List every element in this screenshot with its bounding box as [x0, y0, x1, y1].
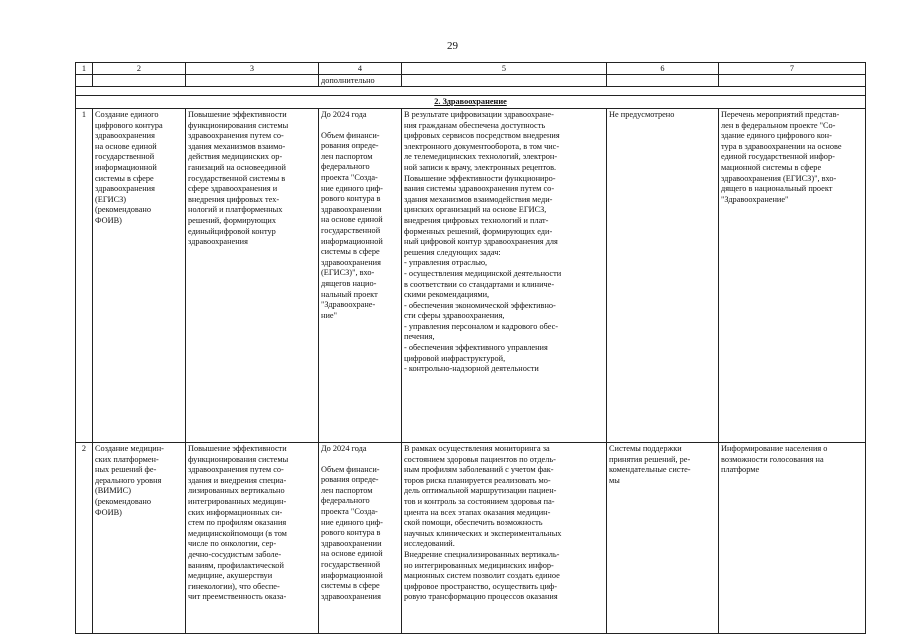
measure-goal: Повышение эффективности функционирования системы здравоохранения путем со- здания механизмов взаимо- действия медицинских ор- ганизаций на основеединой государственной системы в сфере здравоохранения и внедрения цифровых тех- нологий и платформенных решений, формирующих единыйцифровой контур здравоохранения	[188, 110, 289, 247]
column-number: 4	[319, 63, 402, 75]
result-paragraph: В результате цифровизации здравоохране- ния гражданам обеспечена доступность цифровых сервисов посредством внедрения электронного документооборота, в том чис- ле телемедицинских технологий, электрон- ной записи к врачу, электронных рецептов.	[404, 110, 560, 172]
measure-financing: Объем финанси- рования опреде- лен паспортом федерального проекта "Созда- ние единого циф- рового контура в здравоохранении на основе единой государственной информационной системы в сфере здравоохранения (ЕГИСЗ)", вхо- дящегов нацио- нальный проект "Здравоохране- ние"	[321, 130, 383, 320]
measure-financing: Объем финанси- рования опреде- лен паспортом федерального проекта "Созда- ние единого циф- рового контура в здравоохранении на основе единой государственной информационной системы в сфере здравоохранения	[321, 464, 383, 601]
column-number: 2	[93, 63, 186, 75]
column-number: 6	[607, 63, 719, 75]
column-number: 3	[186, 63, 319, 75]
section-title: 2. Здравоохранение	[434, 97, 507, 106]
technologies-cell: Системы поддержки принятия решений, ре- комендательные систе- мы	[609, 444, 691, 485]
column-number-row	[76, 63, 866, 75]
table-row	[76, 109, 866, 443]
result-paragraph: В рамках осуществления мониторинга за состоянием здоровья пациентов по отдель- ным профилям заболеваний с учетом фак- торов риска планируется реализовать мо- дель оптимальной маршрутизации пациен- тов и контроль за состоянием здоровья па- циента на всех этапах оказания медицин- ской помощи, обеспечить возможность научных клинических и экспериментальных исследований.	[404, 444, 562, 549]
result-paragraph: Внедрение специализированных вертикаль- но интегрированных медицинских инфор- мационных систем позволит создать единое цифровое пространство, осуществить циф- ровую трансформацию процессов оказания	[404, 549, 560, 602]
measure-name: Создание медицин- ских платформен- ных решений фе- дерального уровня (ВИМИС) (рекомендовано ФОИВ)	[95, 444, 164, 517]
result-paragraph: - управления отраслью,	[404, 258, 488, 268]
section-heading-row	[76, 96, 866, 109]
row-number: 2	[76, 443, 93, 634]
technologies-cell: Не предусмотрено	[609, 110, 675, 119]
measures-table	[75, 62, 866, 634]
measure-term: До 2024 года	[321, 444, 367, 453]
notes-cell: Информирование населения о возможности голосования на платформе	[721, 444, 828, 475]
measure-goal: Повышение эффективности функционирования системы здравоохранения путем со- здания и внедрения специа- лизированных вертикально интегрированных медицин- ских информационных си- стем по профилям оказания медицинскойпомощи (в том числе по онкологии, сер- дечно-сосудистым заболе- ваниям, профилактической медицине, акушерствуи гинекологии), что обеспе- чит преемственность оказа-	[188, 444, 289, 602]
column-number: 1	[76, 63, 93, 75]
result-paragraph: - обеспечения экономической эффективно- сти сферы здравоохранения,	[404, 300, 556, 321]
page-number: 29	[447, 40, 458, 52]
result-paragraph: - осуществления медицинской деятельности в соответствии со стандартами и клиниче- скими рекомендациями,	[404, 268, 562, 300]
previous-row-tail	[76, 75, 866, 87]
column-number: 5	[402, 63, 607, 75]
result-paragraph: - управления персоналом и кадрового обес- печения,	[404, 321, 559, 342]
result-paragraph: - обеспечения эффективного управления цифровой инфраструктурой,	[404, 343, 548, 363]
result-paragraph: Повышение эффективности функциониро- вания системы здравоохранения путем со- здания механизмов взаимодействия меди- цинских организаций на основе ЕГИСЗ, внедрения цифровых технологий и плат- форменных решений, формирующих еди- ный цифровой контур здравоохранения для решения следующих задач:	[404, 173, 558, 257]
previous-row-text: дополнительно	[319, 75, 402, 87]
spacer-row	[76, 87, 866, 96]
measure-term: До 2024 года	[321, 110, 367, 119]
table-row	[76, 443, 866, 634]
column-number: 7	[719, 63, 866, 75]
row-number: 1	[76, 109, 93, 443]
result-paragraph: - контрольно-надзорной деятельности	[404, 364, 539, 374]
notes-cell: Перечень мероприятий представ- лен в федеральном проекте "Со- здание единого цифрового кон- тура в здравоохранении на основе единой государственной инфор- мационной системы в сфере здравоохранения (ЕГИСЗ)", вхо- дящего в национальный проект "Здравоохранение"	[721, 110, 842, 204]
measure-name: Создание единого цифрового контура здравоохранения на основе единой государственной информационной системы в сфере здравоохранения (ЕГИСЗ) (рекомендовано ФОИВ)	[95, 110, 163, 225]
